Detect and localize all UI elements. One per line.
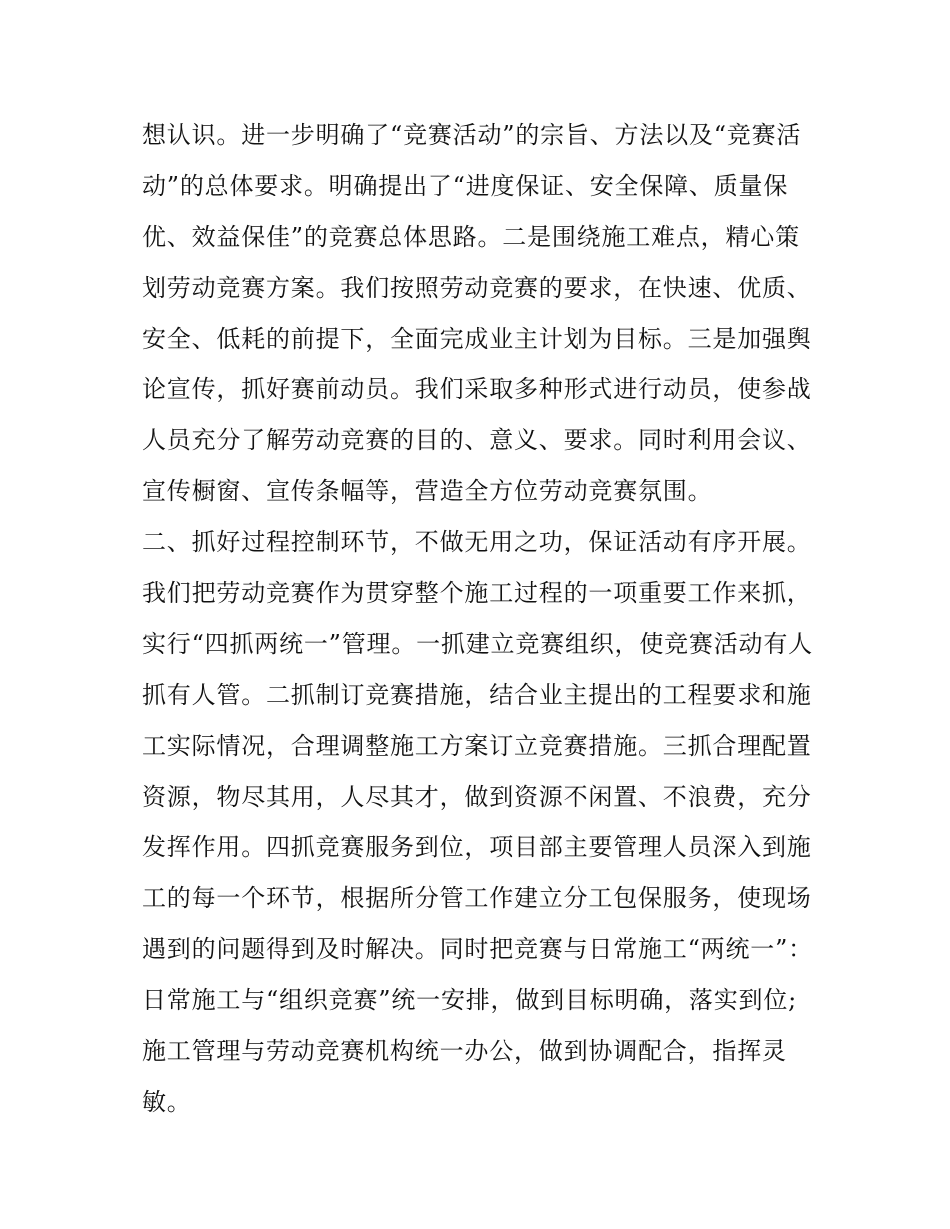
section-heading-line: 二、抓好过程控制环节，不做无用之功，保证活动有序开展。 — [142, 528, 812, 557]
text-line: 宣传橱窗、宣传条幅等，营造全方位劳动竞赛氛围。 — [142, 477, 713, 506]
text-line: 敏。 — [142, 1087, 192, 1116]
text-line: 发挥作用。四抓竞赛服务到位，项目部主要管理人员深入到施 — [142, 833, 812, 862]
text-line: 遇到的问题得到及时解决。同时把竞赛与日常施工“两统一”： — [142, 935, 813, 964]
text-line: 施工管理与劳动竞赛机构统一办公，做到协调配合，指挥灵 — [142, 1037, 787, 1066]
text-line: 想认识。进一步明确了“竞赛活动”的宗旨、方法以及“竞赛活 — [142, 121, 802, 149]
text-line: 实行“四抓两统一”管理。一抓建立竞赛组织，使竞赛活动有人 — [142, 629, 813, 658]
text-line: 资源，物尽其用，人尽其才，做到资源不闲置、不浪费，充分 — [142, 782, 812, 811]
text-line: 工的每一个环节，根据所分管工作建立分工包保服务，使现场 — [142, 884, 812, 913]
text-line: 抓有人管。二抓制订竞赛措施，结合业主提出的工程要求和施 — [142, 680, 812, 709]
text-line: 工实际情况，合理调整施工方案订立竞赛措施。三抓合理配置 — [142, 731, 812, 760]
text-line: 安全、低耗的前提下，全面完成业主计划为目标。三是加强舆 — [142, 324, 812, 353]
text-line: 人员充分了解劳动竞赛的目的、意义、要求。同时利用会议、 — [142, 426, 812, 455]
text-line: 日常施工与“组织竞赛”统一安排，做到目标明确，落实到位; — [142, 986, 798, 1015]
text-line: 动”的总体要求。明确提出了“进度保证、安全保障、质量保 — [142, 171, 789, 200]
text-line: 我们把劳动竞赛作为贯穿整个施工过程的一项重要工作来抓， — [142, 579, 812, 608]
text-line: 论宣传，抓好赛前动员。我们采取多种形式进行动员，使参战 — [142, 375, 812, 404]
text-line: 优、效益保佳”的竞赛总体思路。二是围绕施工难点，精心策 — [142, 222, 800, 251]
text-line: 划劳动竞赛方案。我们按照劳动竞赛的要求，在快速、优质、 — [142, 273, 812, 302]
body-text — [142, 110, 832, 1128]
